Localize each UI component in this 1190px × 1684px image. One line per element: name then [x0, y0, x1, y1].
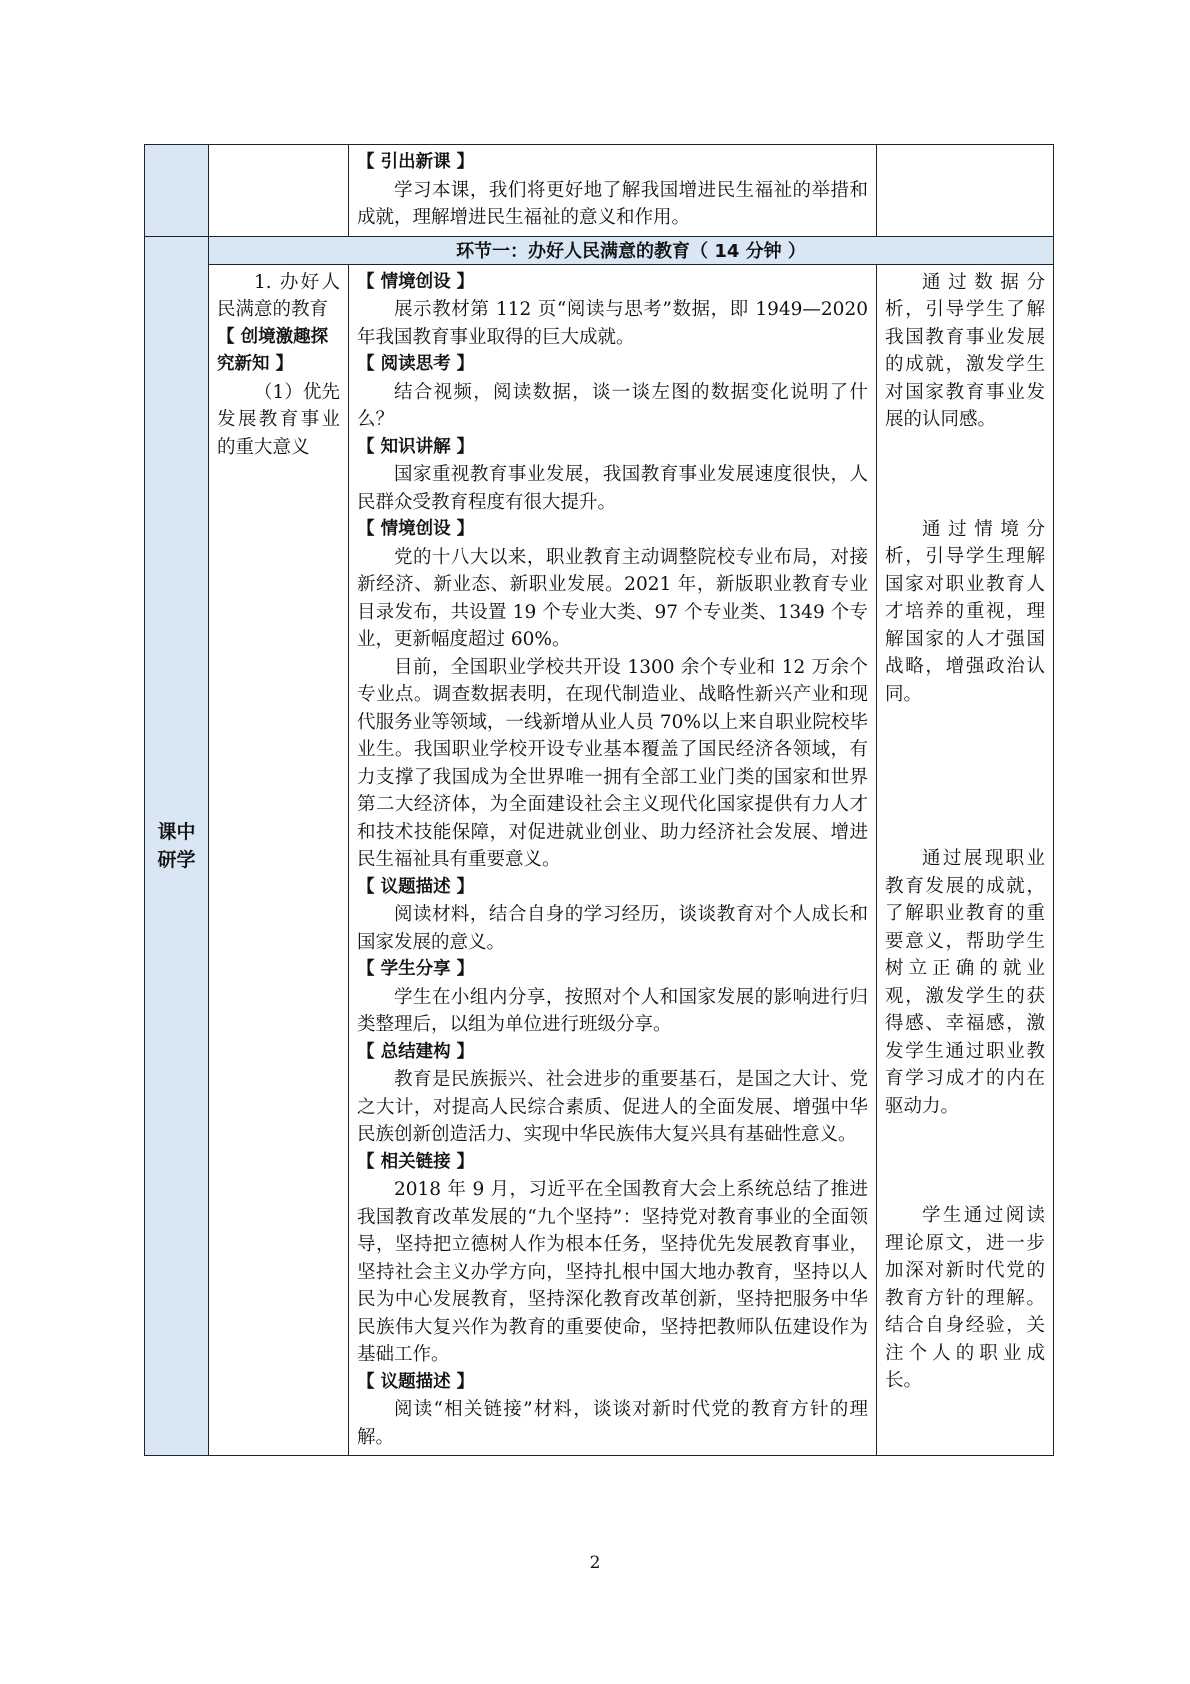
table-row-section-header	[145, 236, 1054, 264]
activity-text: 结合视频，阅读数据，谈一谈左图的数据变化说明了什么？	[357, 381, 868, 430]
activity-text: 国家重视教育事业发展，我国教育事业发展速度很快，人民群众受教育程度有很大提升。	[357, 464, 868, 513]
phase-cell-prev	[145, 145, 209, 237]
intent-cell-prev	[877, 145, 1054, 237]
objective-title: 1. 办好人民满意的教育	[217, 271, 340, 320]
activity-text: 学生在小组内分享，按照对个人和国家发展的影响进行归类整理后，以组为单位进行班级分享。	[357, 986, 868, 1035]
intent-text-2: 通过情境分析，引导学生理解国家对职业教育人才培养的重视，理解国家的人才强国战略，增强政治认同。	[885, 518, 1045, 705]
intent-text-3: 通过展现职业教育发展的成就，了解职业教育的重要意义，帮助学生树立正确的就业观，激发学生的获得感、幸福感，激发学生通过职业教育学习成才的内在驱动力。	[885, 848, 1045, 1117]
intent-text-4: 学生通过阅读理论原文，进一步加深对新时代党的教育方针的理解。结合自身经验，关注个人的职业成长。	[885, 1205, 1045, 1391]
activity-text: 阅读“相关链接”材料，谈谈对新时代党的教育方针的理解。	[357, 1399, 868, 1448]
activity-label-9: 【 议题描述 】	[357, 1371, 475, 1392]
intent-text-1: 通过数据分析，引导学生了解我国教育事业发展的成就，激发学生对国家教育事业发展的认同感。	[885, 271, 1045, 430]
intent-cell	[877, 264, 1054, 1456]
activity-label-6: 【 学生分享 】	[357, 959, 475, 979]
objective-cell	[209, 264, 349, 1456]
table-row-intro	[145, 145, 1054, 237]
activity-text: 阅读材料，结合自身的学习经历，谈谈教育对个人成长和国家发展的意义。	[357, 904, 868, 953]
phase-line-1: 课中	[157, 820, 196, 843]
lesson-plan-table	[144, 144, 1054, 1456]
intro-text: 学习本课，我们将更好地了解我国增进民生福祉的举措和成就，理解增进民生福祉的意义和作用。	[357, 179, 868, 228]
activity-label-1: 【 情境创设 】	[357, 271, 475, 292]
activity-text: 教育是民族振兴、社会进步的重要基石，是国之大计、党之大计，对提高人民综合素质、促进人的全面发展、增强中华民族创新创造活力、实现中华民族伟大复兴具有基础性意义。	[357, 1069, 868, 1145]
intent-spacer	[885, 1120, 1045, 1202]
intent-spacer	[885, 708, 1045, 845]
section-title: 环节一：办好人民满意的教育（ 14 分钟 ）	[209, 236, 1054, 264]
activity-label-4: 【 情境创设 】	[357, 519, 475, 539]
activity-text: 2018 年 9 月，习近平在全国教育大会上系统总结了推进我国教育改革发展的“九个坚持”：坚持党对教育事业的全面领导，坚持把立德树人作为根本任务，坚持优先发展教育事业，坚持社会主义办学方向，坚持扎根中国大地办教育，坚持以人民为中心发展教育，坚持深化教育改革创新，坚持把服务中华民族伟大复兴作为教育的重要使命，坚持把教师队伍建设作为基础工作。	[357, 1179, 868, 1365]
objective-cell-prev	[209, 145, 349, 237]
table-row-content	[145, 264, 1054, 1456]
intent-spacer	[885, 434, 1045, 516]
objective-sub: （1）优先发展教育事业的重大意义	[217, 381, 340, 458]
activity-text: 目前，全国职业学校共开设 1300 余个专业和 12 万余个专业点。调查数据表明，在现代制造业、战略性新兴产业和现代服务业等领域，一线新增从业人员 70%以上来自职业院校毕业生。我国职业学校开设专业基本覆盖了国民经济各领域，有力支撑了我国成为全世界唯一拥有全部工业门类的国家和世界第二大经济体，为全面建设社会主义现代化国家提供有力人才和技术技能保障，对促进就业创业、助力经济社会发展、增进民生福祉具有重要意义。	[357, 656, 868, 870]
activity-label-8: 【 相关链接 】	[357, 1151, 475, 1172]
activity-text: 党的十八大以来，职业教育主动调整院校专业布局，对接新经济、新业态、新职业发展。2021 年，新版职业教育专业目录发布，共设置 19 个专业大类、97 个专业类、1349 个专业，更新幅度超过 60%。	[357, 546, 868, 650]
objective-method: 【 创境激趣探究新知 】	[217, 326, 329, 374]
activity-text: 展示教材第 112 页“阅读与思考”数据，即 1949—2020 年我国教育事业取得的巨大成就。	[357, 299, 868, 348]
activity-label-3: 【 知识讲解 】	[357, 436, 475, 457]
page-number: 2	[589, 1553, 601, 1573]
activity-label-7: 【 总结建构 】	[357, 1041, 475, 1062]
intro-cell	[349, 145, 877, 237]
activity-label-2: 【 阅读思考 】	[357, 354, 475, 374]
intro-label: 【 引出新课 】	[357, 152, 475, 172]
activity-cell	[349, 264, 877, 1456]
phase-line-2: 研学	[157, 848, 196, 871]
activity-label-5: 【 议题描述 】	[357, 876, 475, 897]
phase-cell	[145, 236, 209, 1456]
